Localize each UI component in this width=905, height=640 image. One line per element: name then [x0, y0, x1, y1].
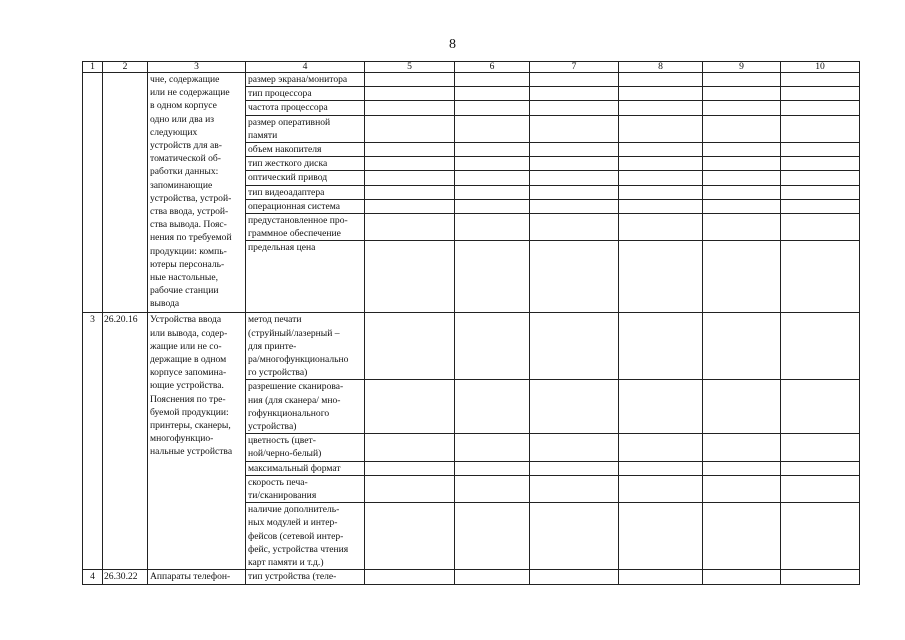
cell-text-line: тип жесткого диска [248, 158, 328, 170]
blank-cell [619, 434, 703, 461]
cell-text-line: гофункционального [248, 407, 330, 419]
cell-text-line: запоминающие [150, 179, 213, 191]
characteristic-cell [246, 380, 365, 434]
characteristic-cell [246, 461, 365, 475]
cell-text-line: ти/сканирования [248, 490, 317, 502]
blank-cell [703, 475, 781, 502]
cell-text-line: ющие устройства. [150, 380, 224, 392]
blank-cell [781, 214, 860, 241]
cell-text-line: го устройства) [248, 367, 308, 379]
blank-cell [781, 475, 860, 502]
blank-cell [530, 143, 619, 157]
item-number-cell: 3 [83, 313, 103, 570]
blank-cell [619, 214, 703, 241]
blank-cell [781, 503, 860, 570]
blank-cell [703, 185, 781, 199]
blank-cell [530, 313, 619, 380]
blank-cell [530, 101, 619, 115]
blank-cell [619, 87, 703, 101]
cell-text-line: ной/черно-белый) [248, 448, 322, 460]
blank-cell [455, 87, 530, 101]
blank-cell [703, 87, 781, 101]
cell-text-line: многофункцио- [150, 433, 214, 445]
blank-cell [365, 380, 455, 434]
blank-cell [619, 73, 703, 87]
cell-text-line: тип процессора [248, 88, 312, 100]
blank-cell [455, 241, 530, 313]
cell-text-line: размер экрана/монитора [248, 74, 348, 85]
blank-cell [781, 461, 860, 475]
table-row [83, 570, 860, 584]
cell-text-line: одно или два из [150, 113, 215, 125]
table-row [83, 313, 860, 380]
cell-text-line: жащие или не со- [150, 340, 222, 352]
blank-cell [365, 101, 455, 115]
cell-text-line: частота процессора [248, 102, 328, 114]
blank-cell [781, 570, 860, 584]
blank-cell [455, 214, 530, 241]
cell-text-line: (струйный/лазерный – [248, 327, 340, 339]
characteristic-cell [246, 313, 365, 380]
product-name-cell [148, 313, 246, 570]
cell-text-line: для принте- [248, 340, 297, 352]
blank-cell [619, 380, 703, 434]
blank-cell [455, 171, 530, 185]
item-number-cell [83, 73, 103, 313]
blank-cell [781, 241, 860, 313]
blank-cell [530, 461, 619, 475]
characteristic-cell [246, 143, 365, 157]
header-cell: 4 [246, 62, 365, 73]
blank-cell [455, 380, 530, 434]
characteristic-cell [246, 199, 365, 213]
blank-cell [619, 503, 703, 570]
cell-text-line: устройства) [248, 421, 297, 433]
blank-cell [619, 570, 703, 584]
blank-cell [619, 199, 703, 213]
cell-text-line: ства вывода. Пояс- [150, 219, 227, 231]
cell-text-line: ные настольные, [150, 272, 219, 284]
blank-cell [781, 87, 860, 101]
cell-text-line: Устройства ввода [150, 314, 222, 326]
cell-text-line: в одном корпусе [150, 100, 217, 112]
blank-cell [703, 434, 781, 461]
blank-cell [703, 380, 781, 434]
characteristic-cell [246, 73, 365, 87]
blank-cell [703, 313, 781, 380]
cell-text-line: ния (для сканера/ мно- [248, 394, 341, 406]
cell-text-line: чне, содержащие [150, 74, 220, 85]
cell-text-line: граммное обеспечение [248, 228, 341, 240]
cell-text-line: наличие дополнитель- [248, 504, 340, 516]
blank-cell [455, 73, 530, 87]
cell-text-line: разрешение сканирова- [248, 381, 344, 393]
okpd-code-cell: 26.30.22 [103, 570, 148, 584]
blank-cell [455, 503, 530, 570]
blank-cell [703, 199, 781, 213]
blank-cell [365, 214, 455, 241]
page-number: 8 [449, 37, 456, 52]
product-name-cell [148, 73, 246, 313]
header-cell: 6 [455, 62, 530, 73]
cell-text-line: предустановленное про- [248, 215, 348, 227]
blank-cell [455, 157, 530, 171]
characteristic-cell [246, 214, 365, 241]
blank-cell [365, 313, 455, 380]
okpd-code-cell [103, 73, 148, 313]
characteristic-cell [246, 101, 365, 115]
blank-cell [781, 143, 860, 157]
blank-cell [781, 115, 860, 142]
cell-text-line: Пояснения по тре- [150, 393, 226, 405]
blank-cell [365, 115, 455, 142]
blank-cell [530, 157, 619, 171]
blank-cell [619, 171, 703, 185]
characteristic-cell [246, 171, 365, 185]
blank-cell [455, 199, 530, 213]
blank-cell [619, 101, 703, 115]
blank-cell [781, 434, 860, 461]
blank-cell [530, 199, 619, 213]
blank-cell [703, 171, 781, 185]
blank-cell [530, 214, 619, 241]
cell-text-line: или не содержащие [150, 87, 230, 99]
blank-cell [365, 73, 455, 87]
blank-cell [781, 101, 860, 115]
cell-text-line: тип видеоадаптера [248, 186, 325, 198]
cell-text-line: памяти [248, 129, 278, 141]
cell-text-line: ра/многофункциональнo [248, 354, 349, 366]
cell-text-line: Аппараты телефон- [150, 571, 231, 583]
header-cell: 2 [103, 62, 148, 73]
cell-text-line: держащие в одном [150, 354, 227, 366]
blank-cell [365, 157, 455, 171]
blank-cell [781, 185, 860, 199]
blank-cell [703, 503, 781, 570]
blank-cell [619, 475, 703, 502]
blank-cell [530, 171, 619, 185]
blank-cell [781, 199, 860, 213]
blank-cell [455, 185, 530, 199]
cell-text-line: устройств для ав- [150, 140, 222, 152]
header-cell: 1 [83, 62, 103, 73]
blank-cell [365, 199, 455, 213]
cell-text-line: следующих [150, 126, 198, 138]
characteristic-cell [246, 87, 365, 101]
cell-text-line: карт памяти и т.д.) [248, 557, 324, 569]
cell-text-line: цветность (цвет- [248, 435, 316, 447]
characteristic-cell [246, 185, 365, 199]
blank-cell [455, 115, 530, 142]
blank-cell [703, 143, 781, 157]
cell-text-line: метод печати [248, 314, 302, 326]
blank-cell [365, 241, 455, 313]
cell-text-line: томатической об- [150, 153, 221, 165]
blank-cell [703, 570, 781, 584]
item-number-cell: 4 [83, 570, 103, 584]
cell-text-line: ства ввода, устрой- [150, 206, 229, 218]
blank-cell [365, 171, 455, 185]
blank-cell [365, 143, 455, 157]
blank-cell [530, 241, 619, 313]
characteristic-cell [246, 570, 365, 584]
blank-cell [703, 461, 781, 475]
blank-cell [703, 241, 781, 313]
cell-text-line: фейс, устройства чтения [248, 543, 349, 555]
blank-cell [530, 380, 619, 434]
blank-cell [530, 73, 619, 87]
cell-text-line: принтеры, сканеры, [150, 420, 231, 432]
cell-text-line: продукции: компь- [150, 245, 227, 257]
header-row [83, 62, 860, 73]
cell-text-line: вывода [150, 298, 180, 310]
characteristic-cell [246, 475, 365, 502]
cell-text-line: буемой продукции: [150, 406, 229, 418]
cell-text-line: нальные устройства [150, 446, 233, 458]
cell-text-line: операционная система [248, 200, 341, 212]
header-cell: 9 [703, 62, 781, 73]
blank-cell [455, 475, 530, 502]
blank-cell [619, 185, 703, 199]
cell-text-line: объем накопителя [248, 144, 322, 156]
blank-cell [530, 115, 619, 142]
blank-cell [455, 313, 530, 380]
blank-cell [619, 157, 703, 171]
blank-cell [455, 570, 530, 584]
spec-table [82, 61, 860, 585]
characteristic-cell [246, 434, 365, 461]
cell-text-line: корпусе запомина- [150, 367, 227, 379]
blank-cell [619, 313, 703, 380]
cell-text-line: оптический привод [248, 172, 328, 184]
header-cell: 10 [781, 62, 860, 73]
blank-cell [365, 503, 455, 570]
characteristic-cell [246, 115, 365, 142]
blank-cell [619, 461, 703, 475]
cell-text-line: размер оперативной [248, 116, 331, 128]
blank-cell [703, 101, 781, 115]
blank-cell [703, 214, 781, 241]
cell-text-line: предельная цена [248, 242, 316, 254]
header-cell: 3 [148, 62, 246, 73]
blank-cell [619, 143, 703, 157]
blank-cell [781, 171, 860, 185]
cell-text-line: рабочие станции [150, 285, 219, 297]
characteristic-cell [246, 241, 365, 313]
blank-cell [530, 185, 619, 199]
blank-cell [530, 475, 619, 502]
blank-cell [365, 434, 455, 461]
blank-cell [365, 185, 455, 199]
cell-text-line: максимальный формат [248, 462, 341, 474]
blank-cell [365, 461, 455, 475]
blank-cell [455, 434, 530, 461]
blank-cell [781, 73, 860, 87]
blank-cell [530, 87, 619, 101]
blank-cell [365, 87, 455, 101]
blank-cell [619, 115, 703, 142]
blank-cell [703, 73, 781, 87]
header-cell: 5 [365, 62, 455, 73]
blank-cell [455, 143, 530, 157]
blank-cell [530, 434, 619, 461]
characteristic-cell [246, 503, 365, 570]
blank-cell [530, 503, 619, 570]
cell-text-line: тип устройства (теле- [248, 571, 337, 583]
blank-cell [781, 313, 860, 380]
header-cell: 7 [530, 62, 619, 73]
cell-text-line: фейсов (сетевой интер- [248, 530, 344, 542]
header-cell: 8 [619, 62, 703, 73]
table-row [83, 73, 860, 87]
cell-text-line: ных модулей и интер- [248, 517, 338, 529]
product-name-cell [148, 570, 246, 584]
blank-cell [530, 570, 619, 584]
cell-text-line: устройства, устрой- [150, 192, 232, 204]
blank-cell [781, 380, 860, 434]
cell-text-line: или вывода, содер- [150, 327, 228, 339]
cell-text-line: нения по требуемой [150, 232, 232, 244]
cell-text-line: ютеры персональ- [150, 258, 225, 270]
cell-text-line: скорость печа- [248, 476, 308, 488]
table-body [83, 62, 860, 585]
cell-text-line: работки данных: [150, 166, 219, 178]
characteristic-cell [246, 157, 365, 171]
okpd-code-cell: 26.20.16 [103, 313, 148, 570]
blank-cell [455, 461, 530, 475]
blank-cell [365, 570, 455, 584]
blank-cell [619, 241, 703, 313]
blank-cell [365, 475, 455, 502]
blank-cell [455, 101, 530, 115]
blank-cell [781, 157, 860, 171]
blank-cell [703, 115, 781, 142]
blank-cell [703, 157, 781, 171]
